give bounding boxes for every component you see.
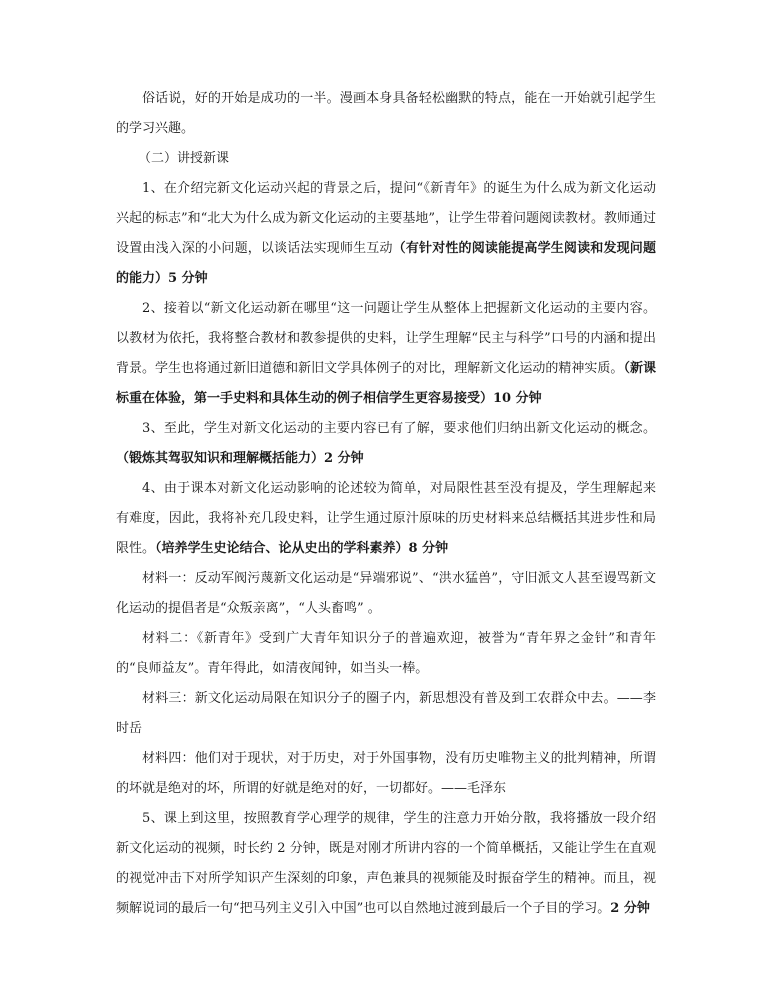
document-page: [116, 84, 656, 924]
step-3-note: （锻炼其驾驭知识和理解概括能力）2 分钟: [116, 451, 364, 466]
step-2-note: （新课标重在体验，第一手史料和具体生动的例子相信学生更容易接受）10 分钟: [116, 361, 656, 406]
step-4-note: （培养学生史论结合、论从史出的学科素养）8 分钟: [155, 541, 449, 556]
material-3: 材料三：新文化运动局限在知识分子的圈子内，新思想没有普及到工农群众中去。——李时岳: [116, 691, 656, 736]
step-1-paragraph: [116, 174, 656, 294]
step-2-text: 2、接着以“新文化运动新在哪里“这一问题让学生从整体上把握新文化运动的主要内容。以教材为依托，我将整合教材和教参提供的史料，让学生理解“民主与科学”口号的内涵和提出背景。学生也将通过新旧道德和新旧文学具体例子的对比，理解新文化运动的精神实质。: [116, 301, 656, 376]
step-4-text: 4、由于课本对新文化运动影响的论述较为简单，对局限性甚至没有提及，学生理解起来有难度，因此，我将补充几段史料，让学生通过原汁原味的历史材料来总结概括其进步性和局限性。: [116, 481, 656, 556]
step-3-paragraph: [116, 414, 656, 474]
section-heading: （二）讲授新课: [138, 151, 230, 166]
step-5-text: 5、课上到这里，按照教育学心理学的规律，学生的注意力开始分散，我将播放一段介绍新文化运动的视频，时长约 2 分钟，既是对刚才所讲内容的一个简单概括，又能让学生在直观的视觉冲击下对所学知识产生深刻的印象，声色兼具的视频能及时振奋学生的精神。而且，视频解说词的最后一句“把马列主义引入中国”也可以自然地过渡到最后一个子目的学习。: [116, 811, 656, 916]
material-2: 材料二：《新青年》受到广大青年知识分子的普遍欢迎，被誉为“青年界之金针”和青年的“良师益友”。青年得此，如清夜闻钟，如当头一棒。: [116, 631, 656, 676]
step-5-note: 2 分钟: [610, 901, 650, 916]
intro-paragraph: 俗话说，好的开始是成功的一半。漫画本身具备轻松幽默的特点，能在一开始就引起学生的学习兴趣。: [116, 91, 656, 136]
step-1-text: 1、在介绍完新文化运动兴起的背景之后，提问“《新青年》的诞生为什么成为新文化运动兴起的标志”和“北大为什么成为新文化运动的主要基地”，让学生带着问题阅读教材。教师通过设置由浅入深的小问题，以谈话法实现师生互动: [116, 181, 656, 256]
step-4-paragraph: [116, 474, 656, 564]
material-1: 材料一：反动军阀污蔑新文化运动是“异端邪说”、“洪水猛兽”，守旧派文人甚至谩骂新文化运动的提倡者是“众叛亲离”，“人头畜鸣” 。: [116, 571, 656, 616]
material-4: 材料四：他们对于现状，对于历史，对于外国事物，没有历史唯物主义的批判精神，所谓的坏就是绝对的坏，所谓的好就是绝对的好，一切都好。——毛泽东: [116, 751, 656, 796]
step-1-note: （有针对性的阅读能提高学生阅读和发现问题的能力）5 分钟: [116, 241, 656, 286]
step-3-text: 3、至此，学生对新文化运动的主要内容已有了解，要求他们归纳出新文化运动的概念。: [142, 421, 656, 436]
step-2-paragraph: [116, 294, 656, 414]
step-5-paragraph: [116, 804, 656, 924]
